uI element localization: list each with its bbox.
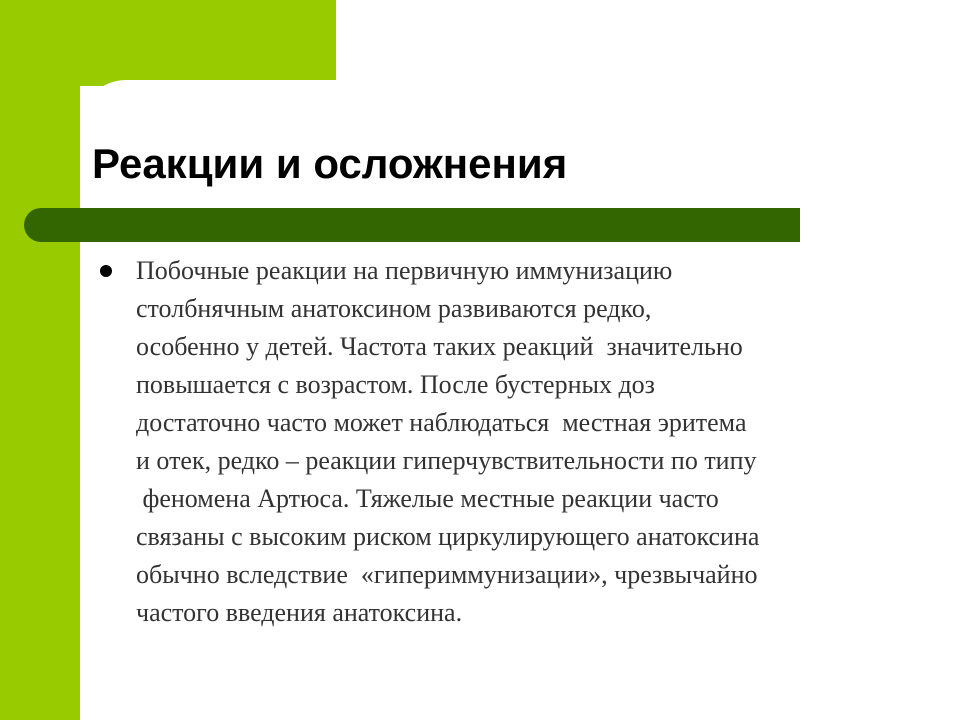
bullet-text	[136, 252, 916, 632]
bullet-item	[96, 252, 916, 632]
bullet-line: особенно у детей. Частота таких реакций значительно	[136, 332, 743, 361]
title-underline-bar	[24, 208, 800, 242]
bullet-line: столбнячным анатоксином развиваются редко,	[136, 294, 652, 323]
bullet-line: и отек, редко – реакции гиперчувствительности по типу	[136, 446, 757, 475]
bullet-line: повышается с возрастом. После бустерных доз	[136, 370, 655, 399]
bullet-line: достаточно часто может наблюдаться местная эритема	[136, 408, 747, 437]
bullet-line: феномена Артюса. Тяжелые местные реакции часто	[136, 484, 719, 513]
bullet-line: частого введения анатоксина.	[136, 598, 463, 627]
accent-strip-left	[0, 0, 80, 720]
bullet-line: Побочные реакции на первичную иммунизацию	[136, 256, 673, 285]
bullet-line: обычно вследствие «гипериммунизации», чрезвычайно	[136, 560, 758, 589]
bullet-dot-icon	[100, 265, 112, 277]
bullet-line: связаны с высоким риском циркулирующего анатоксина	[136, 522, 760, 551]
slide-title: Реакции и осложнения	[92, 140, 568, 187]
